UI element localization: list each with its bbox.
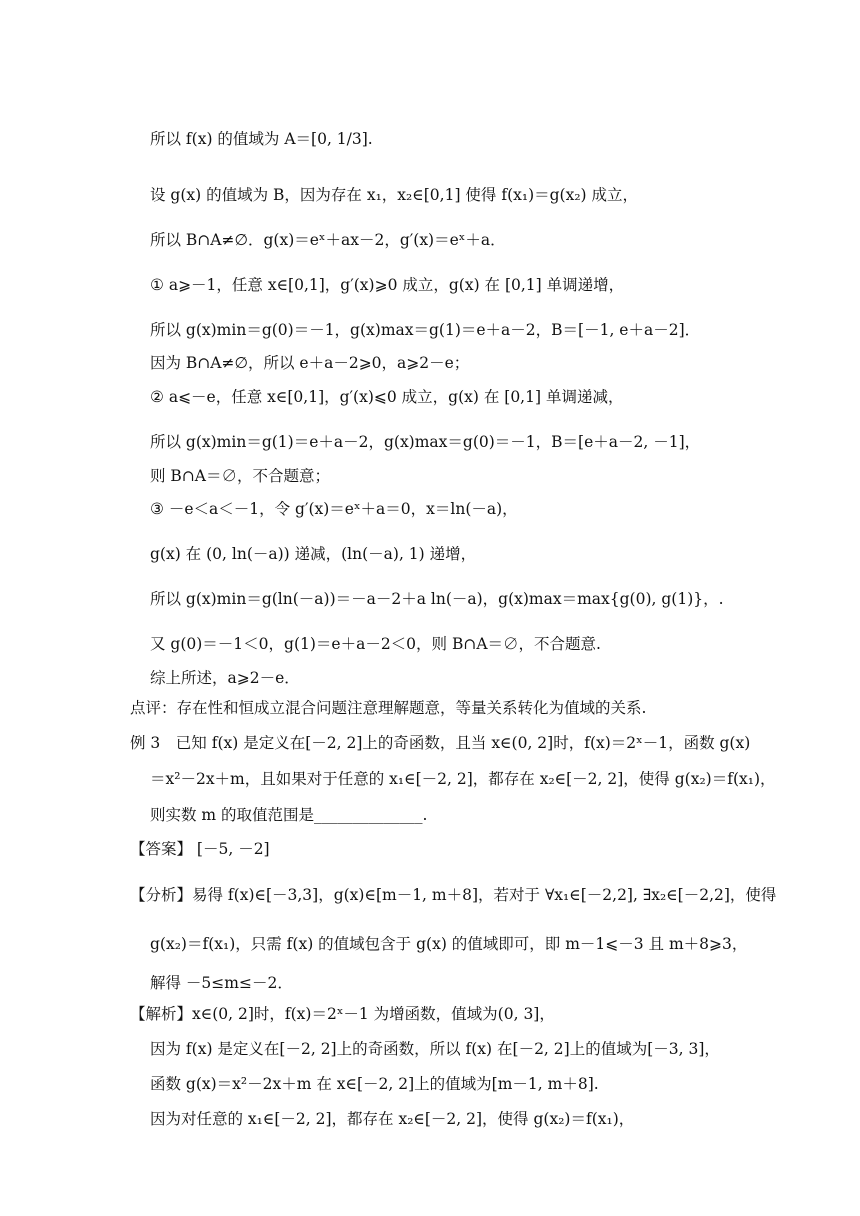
example-3-line-1: 例 3 已知 f(x) 是定义在[－2, 2]上的奇函数，且当 x∈(0, 2]时，f(x)＝2ˣ－1，函数 g(x) bbox=[130, 734, 751, 752]
text-line-1: 所以 f(x) 的值域为 A＝[0, 1/3]. bbox=[150, 130, 373, 148]
comment-line: 点评：存在性和恒成立混合问题注意理解题意，等量关系转化为值域的关系. bbox=[130, 699, 647, 717]
solution-line-4: 因为对任意的 x₁∈[－2, 2]，都存在 x₂∈[－2, 2]，使得 g(x₂)＝f(x₁)， bbox=[150, 1110, 635, 1128]
text-line-6: 因为 B∩A≠∅，所以 e＋a－2⩾0，a⩾2－e； bbox=[150, 354, 470, 372]
text-line-13: 又 g(0)＝－1＜0，g(1)＝e＋a－2＜0，则 B∩A＝∅，不合题意. bbox=[150, 635, 601, 653]
text-line-12: 所以 g(x)min＝g(ln(－a))＝－a－2＋a ln(－a)，g(x)max＝max{g(0), g(1)}，. bbox=[150, 590, 724, 608]
solution-line-2: 因为 f(x) 是定义在[－2, 2]上的奇函数，所以 f(x) 在[－2, 2]上的值域为[－3, 3]， bbox=[150, 1040, 720, 1058]
text-line-11: g(x) 在 (0, ln(－a)) 递减，(ln(－a), 1) 递增， bbox=[150, 545, 477, 563]
text-line-9: 则 B∩A＝∅，不合题意； bbox=[150, 467, 330, 485]
text-line-14: 综上所述，a⩾2－e． bbox=[150, 669, 300, 687]
text-line-7: ② a⩽－e，任意 x∈[0,1]，g′(x)⩽0 成立，g(x) 在 [0,1] 单调递减， bbox=[150, 388, 624, 406]
solution-line-1: 【解析】x∈(0, 2]时，f(x)＝2ˣ－1 为增函数，值域为(0, 3]， bbox=[130, 1005, 555, 1023]
analysis-line-2: g(x₂)＝f(x₁)，只需 f(x) 的值域包含于 g(x) 的值域即可，即 m－1⩽－3 且 m＋8⩾3， bbox=[150, 935, 748, 953]
example-3-line-2: ＝x²－2x＋m，且如果对于任意的 x₁∈[－2, 2]，都存在 x₂∈[－2, 2]，使得 g(x₂)＝f(x₁)， bbox=[150, 770, 776, 788]
answer-line: 【答案】 [－5, －2] bbox=[130, 840, 270, 858]
solution-line-3: 函数 g(x)＝x²－2x＋m 在 x∈[－2, 2]上的值域为[m－1, m＋8]. bbox=[150, 1075, 599, 1093]
example-3-line-3: 则实数 m 的取值范围是______________. bbox=[150, 806, 428, 824]
analysis-line-3: 解得 －5≤m≤－2． bbox=[150, 974, 293, 992]
text-line-2: 设 g(x) 的值域为 B，因为存在 x₁，x₂∈[0,1] 使得 f(x₁)＝g(x₂) 成立， bbox=[150, 186, 639, 204]
text-line-5: 所以 g(x)min＝g(0)＝－1，g(x)max＝g(1)＝e＋a－2，B＝[－1, e＋a－2]． bbox=[150, 321, 701, 339]
text-line-4: ① a⩾－1，任意 x∈[0,1]，g′(x)⩾0 成立，g(x) 在 [0,1] 单调递增， bbox=[150, 276, 625, 294]
text-line-10: ③ －e＜a＜－1，令 g′(x)＝eˣ＋a＝0，x＝ln(－a)， bbox=[150, 500, 518, 518]
text-line-3: 所以 B∩A≠∅．g(x)＝eˣ＋ax－2，g′(x)＝eˣ＋a． bbox=[150, 231, 506, 249]
text-line-8: 所以 g(x)min＝g(1)＝e＋a－2，g(x)max＝g(0)＝－1，B＝[e＋a－2, －1]， bbox=[150, 433, 701, 451]
analysis-line-1: 【分析】易得 f(x)∈[－3,3]，g(x)∈[m－1, m＋8]，若对于 ∀x₁∈[－2,2], ∃x₂∈[－2,2]，使得 bbox=[130, 886, 777, 904]
